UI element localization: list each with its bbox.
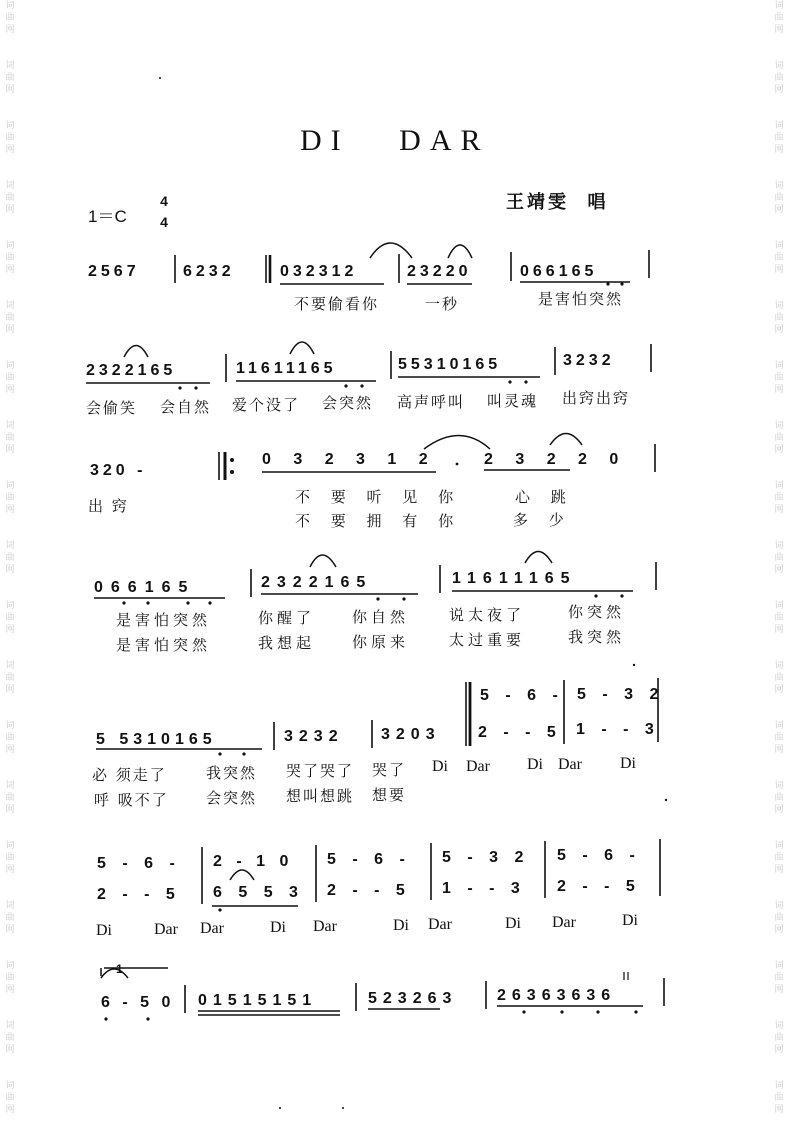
watermark-char: 词 <box>774 781 784 791</box>
lyric: 会偷笑 <box>86 399 138 417</box>
lyric: Di <box>527 756 543 773</box>
staccato-dots <box>159 77 667 1109</box>
watermark-char: 曲 <box>774 553 784 563</box>
measure: 2 3 2 2 0 <box>484 451 628 468</box>
watermark-char: 网 <box>774 325 784 335</box>
lyric: 出窍出窍 <box>562 389 631 407</box>
watermark-char: 词 <box>774 721 784 731</box>
lyric: 一秒 <box>425 295 460 313</box>
watermark-char: 曲 <box>5 373 15 383</box>
measure: 3232 <box>284 728 344 745</box>
measure-lower: 2 - - 5 <box>97 886 181 903</box>
watermark-char: 网 <box>5 25 15 35</box>
watermark-char: 曲 <box>774 133 784 143</box>
lyric: 哭了哭了 <box>286 762 355 780</box>
measure-upper: 5 - 6 - <box>327 851 411 868</box>
watermark-char: 曲 <box>774 13 784 23</box>
watermark-char: 词 <box>5 481 15 491</box>
lyric: Dar <box>552 914 576 931</box>
lyric: 哭了 <box>372 761 407 779</box>
watermark-char: 网 <box>774 805 784 815</box>
watermark-char: 词 <box>5 541 15 551</box>
watermark-char: 网 <box>774 85 784 95</box>
measure-lower: 1 - - 3 <box>442 880 526 897</box>
watermark-char: 曲 <box>5 13 15 23</box>
repeat-dots <box>230 458 234 474</box>
watermark-char: 词 <box>5 361 15 371</box>
watermark-char: 曲 <box>5 913 15 923</box>
watermark-char: 词 <box>5 61 15 71</box>
watermark-char: 曲 <box>774 253 784 263</box>
lyric: 会突然 <box>322 394 374 412</box>
watermark-char: 词 <box>774 901 784 911</box>
measure-upper: 2 - 1 0 <box>213 853 294 870</box>
lyric: 不要偷看你 <box>294 295 380 313</box>
watermark-char: 曲 <box>5 733 15 743</box>
lyric: 你突然 <box>568 603 626 621</box>
watermark-char: 网 <box>5 325 15 335</box>
watermark-char: 曲 <box>774 1033 784 1043</box>
watermark-char: 词 <box>774 241 784 251</box>
watermark-char: 网 <box>5 205 15 215</box>
watermark-char: 词 <box>774 301 784 311</box>
watermark-char: 词 <box>774 1 784 11</box>
lyric: Dar <box>200 920 224 937</box>
lyric: Di <box>505 915 521 932</box>
watermark-char: 词 <box>5 1021 15 1031</box>
watermark-char: 词 <box>5 961 15 971</box>
measure: 320 - <box>90 462 147 479</box>
watermark-char: 词 <box>774 961 784 971</box>
lyric: 出 窍 <box>88 497 129 515</box>
measure: 0 3 2 3 1 2 <box>262 451 437 468</box>
lyric: Di <box>622 912 638 929</box>
lyric: 心 跳 <box>515 488 574 506</box>
measure: 3203 <box>381 726 441 743</box>
measure: 2322165 <box>86 362 177 379</box>
lyric: 你自然 <box>352 608 410 626</box>
octave-dots <box>104 282 637 1020</box>
watermark-char: 曲 <box>5 193 15 203</box>
watermark-char: 词 <box>5 1 15 11</box>
measure: 2322165 <box>261 574 373 591</box>
watermark-char: 曲 <box>774 673 784 683</box>
lyric: Di <box>393 917 409 934</box>
watermark-char: 网 <box>774 985 784 995</box>
watermark-char: 曲 <box>5 1093 15 1103</box>
watermark-char: 曲 <box>5 793 15 803</box>
watermark-char: 曲 <box>5 973 15 983</box>
measure: 3232 <box>563 352 615 369</box>
watermark-char: 词 <box>5 721 15 731</box>
lyric: 不 要 拥 有 你 <box>295 512 462 530</box>
watermark-char: 网 <box>774 1045 784 1055</box>
measure: 2567 <box>88 263 140 280</box>
measure: 5 5310165 <box>96 731 217 748</box>
watermark-char: 网 <box>774 205 784 215</box>
lyric: 高声呼叫 <box>397 393 466 411</box>
watermark-char: 曲 <box>5 73 15 83</box>
watermark-char: 网 <box>5 385 15 395</box>
watermark-char: 词 <box>774 1081 784 1091</box>
watermark-char: 词 <box>5 181 15 191</box>
watermark-char: 网 <box>774 625 784 635</box>
measure: 23220 <box>407 263 472 280</box>
lyric: Dar <box>466 758 490 775</box>
key-signature: 1＝C <box>88 207 127 226</box>
measure: 6232 <box>183 263 235 280</box>
volta-number: 1 <box>116 962 123 976</box>
watermark-char: 网 <box>774 265 784 275</box>
watermark-char: 词 <box>5 661 15 671</box>
measure-upper: 5 - 6 - <box>557 847 641 864</box>
watermark-char: 词 <box>774 121 784 131</box>
lyric: Dar <box>154 921 178 938</box>
measure: 55310165 <box>398 356 502 373</box>
lyric: 我想起 <box>258 634 316 652</box>
watermark-char: 网 <box>5 745 15 755</box>
watermark-char: 词 <box>5 781 15 791</box>
watermark-char: 词 <box>774 1021 784 1031</box>
watermark-char: 词 <box>774 421 784 431</box>
lyric: 是害怕突然 <box>538 290 624 308</box>
watermark-char: 曲 <box>774 493 784 503</box>
watermark-char: 网 <box>774 505 784 515</box>
lyric: 是害怕突然 <box>116 611 212 629</box>
watermark-char: 词 <box>774 661 784 671</box>
time-signature-top: 4 <box>160 193 168 209</box>
lyric: 不 要 听 见 你 <box>295 488 462 506</box>
watermark-char: 曲 <box>774 433 784 443</box>
measure: 26363636 <box>497 987 617 1004</box>
measure: 066165 <box>520 263 598 280</box>
watermark-char: 曲 <box>774 373 784 383</box>
lyric: 会突然 <box>206 789 258 807</box>
lyric: Dar <box>428 916 452 933</box>
watermark-char: 曲 <box>5 493 15 503</box>
lyric: 说太夜了 <box>449 606 526 624</box>
watermark-char: 词 <box>5 601 15 611</box>
watermark-char: 曲 <box>5 553 15 563</box>
lyric: 你原来 <box>352 633 410 651</box>
time-signature-bottom: 4 <box>160 214 168 230</box>
measure: 066165 <box>94 579 196 596</box>
watermark-char: 网 <box>5 805 15 815</box>
watermark-char: 网 <box>5 505 15 515</box>
watermark-char: 网 <box>5 565 15 575</box>
watermark-char: 词 <box>774 181 784 191</box>
watermark-char: 网 <box>774 925 784 935</box>
lyric: 会自然 <box>160 398 212 416</box>
watermark-char: 词 <box>5 301 15 311</box>
breath-marks <box>624 972 628 980</box>
watermark-char: 网 <box>774 445 784 455</box>
watermark-char: 曲 <box>774 913 784 923</box>
measure: 11611165 <box>452 570 577 587</box>
watermark-char: 网 <box>774 1105 784 1115</box>
underlines <box>86 282 643 1015</box>
watermark-char: 曲 <box>774 1093 784 1103</box>
lyric: Dar <box>313 918 337 935</box>
watermark-char: 网 <box>774 145 784 155</box>
lyric: 我突然 <box>206 764 258 782</box>
watermark-char: 词 <box>5 421 15 431</box>
watermark-char: 曲 <box>774 733 784 743</box>
measure: 2 - - 5 <box>478 724 562 741</box>
watermark-char: 网 <box>774 865 784 875</box>
watermark-char: 词 <box>774 361 784 371</box>
lyric: 太过重要 <box>449 631 526 649</box>
watermark-char: 网 <box>5 85 15 95</box>
bar-lines <box>175 250 664 1013</box>
measure: 523263 <box>368 990 458 1007</box>
watermark-char: 网 <box>5 865 15 875</box>
watermark-char: 曲 <box>5 133 15 143</box>
watermark-char: 曲 <box>5 853 15 863</box>
watermark-char: 曲 <box>5 673 15 683</box>
singer-credit: 王靖雯 唱 <box>506 192 609 213</box>
lyric: 想要 <box>372 786 407 804</box>
watermark-char: 网 <box>5 985 15 995</box>
lyric: 叫灵魂 <box>487 392 539 410</box>
watermark-char: 网 <box>774 565 784 575</box>
measure-upper: 5 - 3 2 <box>442 849 530 866</box>
lyric: 是害怕突然 <box>116 636 212 654</box>
watermark-char: 词 <box>5 901 15 911</box>
lyric: 想叫想跳 <box>286 787 355 805</box>
watermark-char: 词 <box>5 241 15 251</box>
measure-lower: 2 - - 5 <box>327 882 411 899</box>
watermark-char: 曲 <box>5 433 15 443</box>
lyric: 呼 吸不了 <box>94 791 169 809</box>
measure-lower: 6 5 5 3 <box>213 884 304 901</box>
measure: 6 - 5 0 <box>101 994 175 1011</box>
watermark-char: 曲 <box>774 973 784 983</box>
measure: 01515151 <box>198 992 318 1009</box>
watermark-char: 曲 <box>5 613 15 623</box>
watermark-char: 曲 <box>774 853 784 863</box>
measure-lower: 2 - - 5 <box>557 878 641 895</box>
watermark-char: 曲 <box>774 193 784 203</box>
song-title: DI DAR <box>300 124 490 157</box>
watermark-char: 网 <box>5 445 15 455</box>
watermark-char: 词 <box>5 121 15 131</box>
watermark-char: 曲 <box>774 73 784 83</box>
measure: 11611165 <box>236 360 337 377</box>
watermark-char: 曲 <box>774 613 784 623</box>
watermark-char: 网 <box>5 685 15 695</box>
watermark-char: 网 <box>5 1045 15 1055</box>
lyric: Di <box>270 919 286 936</box>
watermark-char: 网 <box>5 625 15 635</box>
lyric: Di <box>96 922 112 939</box>
lyric: Di <box>432 758 448 775</box>
watermark-char: 网 <box>5 1105 15 1115</box>
watermark-char: 词 <box>5 841 15 851</box>
watermark-char: 网 <box>774 385 784 395</box>
measure: 032312 <box>280 263 358 280</box>
watermark-char: 词 <box>5 1081 15 1091</box>
watermark-char: 网 <box>5 265 15 275</box>
measure: 1 - - 3 <box>576 721 660 738</box>
lyric: 你醒了 <box>258 609 316 627</box>
lyric: Di <box>620 755 636 772</box>
lyric: 必 须走了 <box>92 766 167 784</box>
lyric: 我突然 <box>568 628 626 646</box>
watermark-char: 词 <box>774 481 784 491</box>
measure-upper: 5 - 6 - <box>97 855 181 872</box>
watermark-char: 网 <box>774 25 784 35</box>
watermark-char: 词 <box>774 601 784 611</box>
watermark-char: 曲 <box>774 793 784 803</box>
lyric: 多 少 <box>513 511 572 529</box>
measure-upper: 5 - 6 - <box>480 687 564 704</box>
watermark-char: 曲 <box>5 253 15 263</box>
watermark-char: 曲 <box>5 313 15 323</box>
watermark-char: 网 <box>774 685 784 695</box>
lyric: Dar <box>558 756 582 773</box>
measure-upper: 5 - 3 2 <box>577 686 665 703</box>
lyric: 爱个没了 <box>232 396 301 414</box>
watermark-char: 词 <box>774 841 784 851</box>
watermark-char: 网 <box>5 145 15 155</box>
watermark-char: 曲 <box>5 1033 15 1043</box>
watermark-char: 网 <box>774 745 784 755</box>
watermark-char: 曲 <box>774 313 784 323</box>
watermark-char: 词 <box>774 61 784 71</box>
watermark-char: 词 <box>774 541 784 551</box>
slurs <box>101 243 582 978</box>
watermark-char: 网 <box>5 925 15 935</box>
